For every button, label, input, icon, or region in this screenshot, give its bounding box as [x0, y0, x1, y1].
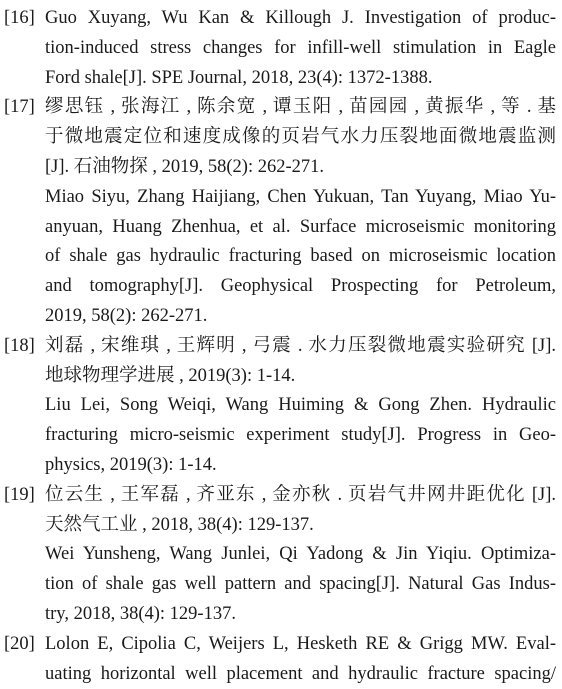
reference-entry-17 — [4, 93, 556, 331]
reference-line: of shale gas hydraulic fracturing based on microseismic location — [45, 246, 556, 267]
reference-line: 2019, 58(2): 262-271. — [45, 305, 208, 326]
reference-number: [16] — [4, 8, 35, 28]
reference-number: [20] — [4, 633, 35, 654]
reference-number: [17] — [4, 97, 35, 118]
reference-line: Liu Lei, Song Weiqi, Wang Huiming & Gong Zhen. Hydraulic — [45, 395, 556, 416]
reference-line: and tomography[J]. Geophysical Prospecting for Petroleum, — [45, 276, 556, 297]
reference-text — [45, 93, 556, 331]
reference-entry-18 — [4, 332, 556, 481]
reference-line: Miao Siyu, Zhang Haijiang, Chen Yukuan, Tan Yuyang, Miao Yu- — [45, 186, 556, 207]
reference-line: 地球物理学进展 , 2019(3): 1-14. — [45, 365, 296, 386]
reference-line: [J]. 石油物探 , 2019, 58(2): 262-271. — [45, 156, 325, 177]
reference-entry-16 — [4, 4, 556, 93]
reference-line: anyuan, Huang Zhenhua, et al. Surface microseismic monitoring — [45, 216, 556, 237]
reference-text — [45, 332, 556, 481]
reference-line: Wei Yunsheng, Wang Junlei, Qi Yadong & Jin Yiqiu. Optimiza- — [45, 544, 556, 565]
reference-line: 位云生 , 王军磊 , 齐亚东 , 金亦秋 . 页岩气井网井距优化 [J]. — [45, 484, 556, 505]
reference-line: 天然气工业 , 2018, 38(4): 129-137. — [45, 514, 314, 535]
reference-line: fracturing micro-seismic experiment study[J]. Progress in Geo- — [45, 425, 556, 446]
reference-line: tion of shale gas well pattern and spacing[J]. Natural Gas Indus- — [45, 574, 556, 595]
reference-line: 于微地震定位和速度成像的页岩气水力压裂地面微地震监测 — [45, 127, 556, 148]
reference-line: physics, 2019(3): 1-14. — [45, 454, 217, 475]
reference-entry-19 — [4, 481, 556, 630]
reference-number: [19] — [4, 484, 35, 505]
reference-text — [45, 4, 556, 93]
reference-number: [18] — [4, 335, 35, 356]
reference-line: Ford shale[J]. SPE Journal, 2018, 23(4): 1372-1388. — [45, 67, 433, 88]
reference-line: Lolon E, Cipolia C, Weijers L, Hesketh RE & Grigg MW. Eval- — [45, 633, 556, 654]
reference-line: tion-induced stress changes for infill-well stimulation in Eagle — [45, 37, 556, 58]
reference-line: try, 2018, 38(4): 129-137. — [45, 603, 236, 624]
reference-line: uating horizontal well placement and hydraulic fracture spacing/ — [45, 663, 556, 684]
reference-line: 缪思钰 , 张海江 , 陈余宽 , 谭玉阳 , 苗园园 , 黄振华 , 等 . 基 — [45, 97, 556, 118]
reference-line: Guo Xuyang, Wu Kan & Killough J. Investigation of produc- — [45, 8, 556, 28]
reference-entry-20 — [4, 630, 556, 689]
reference-text — [45, 630, 556, 689]
reference-line: 刘磊 , 宋维琪 , 王辉明 , 弓震 . 水力压裂微地震实验研究 [J]. — [45, 335, 556, 356]
reference-text — [45, 481, 556, 630]
